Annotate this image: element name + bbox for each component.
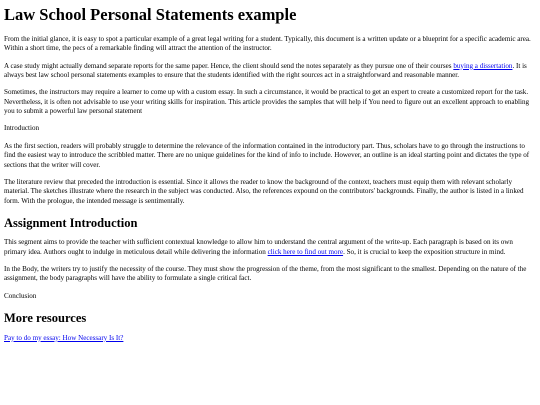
page-title: Law School Personal Statements example [4,5,297,24]
paragraph-literature-review: The literature review that preceded the introduction is essential. Since it allows the reader to know the background of the context, teachers must equip them with relevant scholarly material. The sketches illustrate where the research in the subject was conducted. Also, the references expound on the contributors' backgrounds. Finally, the author is listed in a linked form. With the prologue, the intended message is sentimentally. [4,177,524,205]
paragraph-first-section: As the first section, readers will probably struggle to determine the relevance of the information contained in the introductory part. Thus, scholars have to go through the instructions to find the easiest way to introduce the scribbled matter. There are no unique guidelines for the kind of info to include. However, an outline is an ideal starting point and dictates the type of sections that the writer will cover. [4,141,530,169]
section-label-introduction: Introduction [4,124,40,133]
paragraph-intro: From the initial glance, it is easy to spot a particular example of a great legal writing for a student. Typically, this document is a written update or a blueprint for a specific academic area. Within a short time, the pecs of a remarkable finding will attract the attention of the instructor. [4,34,531,53]
paragraph-text: A case study might actually demand separate reports for the same paper. Hence, the client should send the notes separately as they pursue one of their courses [4,61,454,70]
heading-assignment-introduction: Assignment Introduction [4,216,138,230]
buying-dissertation-link[interactable]: buying a dissertation [453,61,513,70]
paragraph-custom-essay: Sometimes, the instructors may require a learner to come up with a custom essay. In such a circumstance, it would be practical to get an expert to create a customized report for the task. Nevertheless, it is often not advisable to use your writing skills for inspiration. This article provides the samples that will help if You need to figure out an excellent approach to enabling you to submit a powerful law personal statement [4,88,530,116]
heading-more-resources: More resources [4,311,87,326]
paragraph-segment-aims [4,238,532,257]
resource-list [4,334,532,343]
paragraph-text: . It is always best law school personal statements examples to ensure that the students identified with the right sources act in a straightforward and reasonable manner. [4,61,527,80]
paragraph-text: . So, it is crucial to keep the exposition structure in mind. [343,247,506,256]
section-label-conclusion: Conclusion [4,291,37,300]
paragraph-text: This segment aims to provide the teacher with sufficient contextual knowledge to allow him to understand the central argument of the write-up. Each paragraph is based on its own primary idea. Authors ought to indulge in meticulous detail while delivering the information [4,238,513,256]
resource-link-pay-essay[interactable]: Pay to do my essay: How Necessary Is It? [4,333,124,342]
paragraph-case-study [4,62,532,81]
find-out-more-link[interactable]: click here to find out more [267,247,344,256]
paragraph-body: In the Body, the writers try to justify the necessity of the course. They must show the progression of the theme, from the most significant to the smallest. Depending on the nature of the assignment, the body paragraphs will have the ability to formulate a single critical fact. [4,265,527,283]
